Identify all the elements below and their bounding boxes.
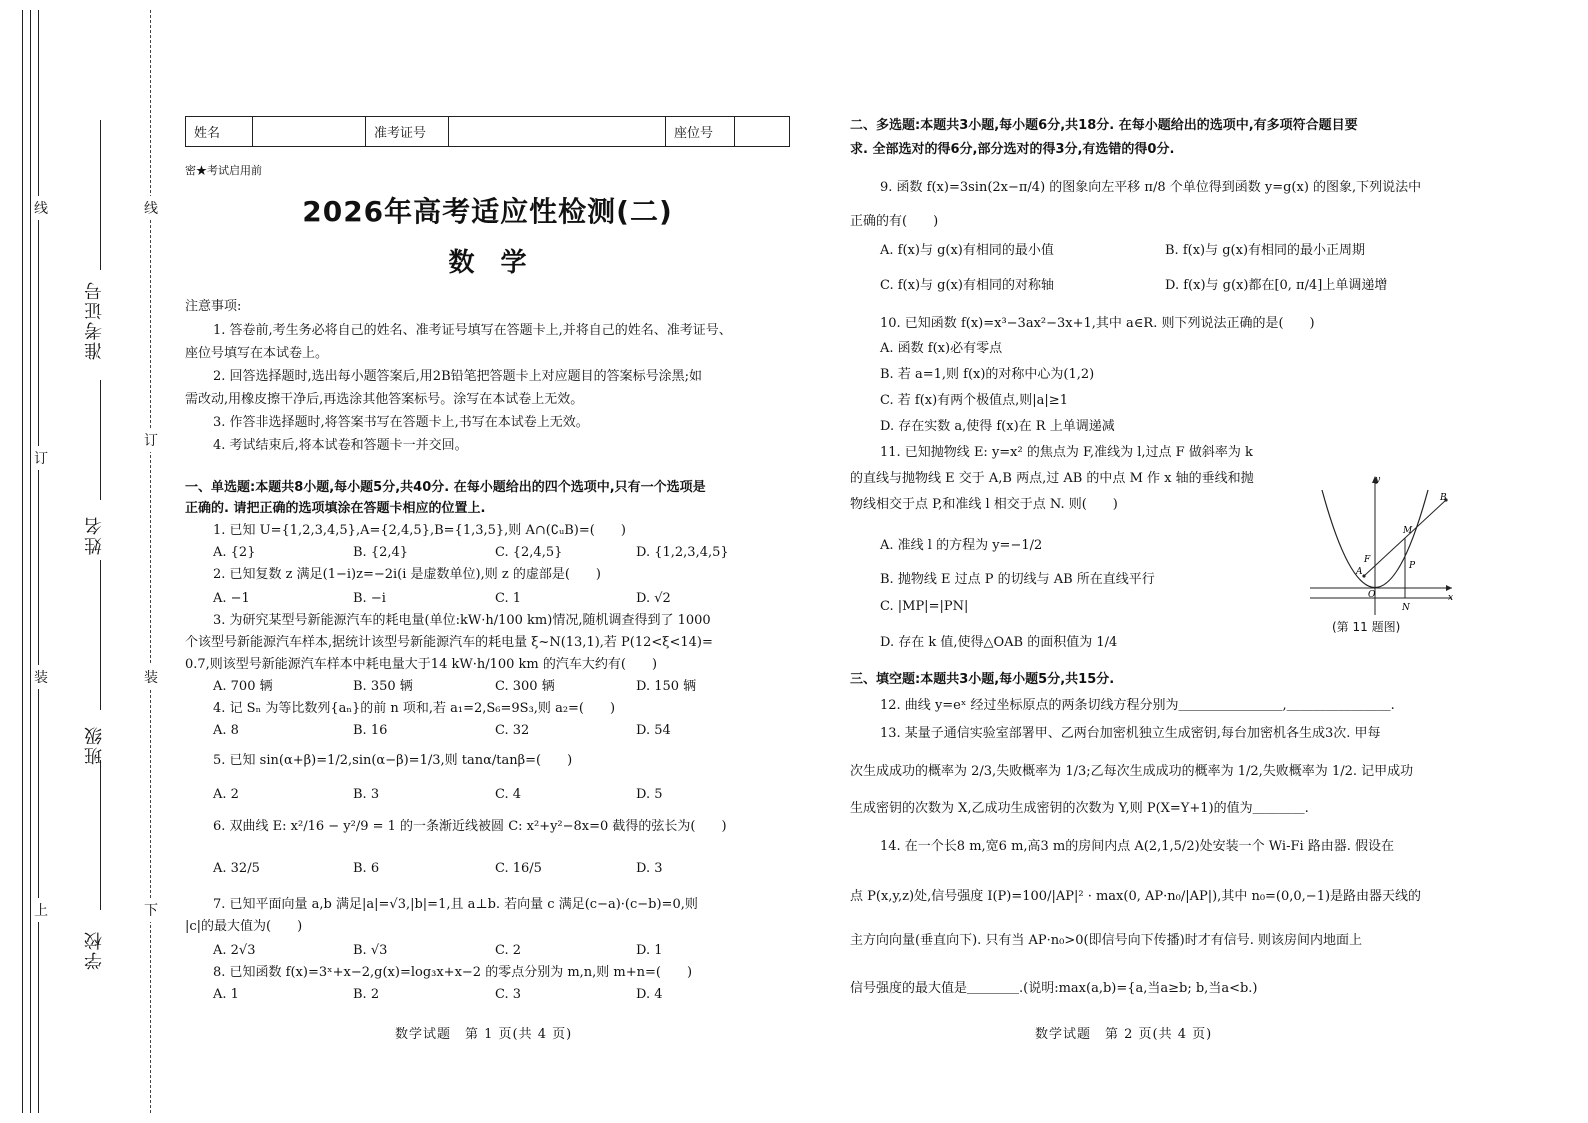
option: D. 150 辆 (636, 679, 697, 694)
option: C. f(x)与 g(x)有相同的对称轴 (880, 278, 1054, 293)
option: A. −1 (213, 591, 250, 606)
option: D. 54 (636, 723, 671, 738)
question-stem: 1. 已知 U={1,2,3,4,5},A={2,4,5},B={1,3,5},则 A∩(∁ᵤB)=( ) (213, 523, 626, 538)
binding-line (38, 10, 39, 1113)
option: C. 4 (495, 787, 522, 802)
option: A. 700 辆 (213, 679, 273, 694)
question-stem: 10. 已知函数 f(x)=x³−3ax²−3x+1,其中 a∈R. 则下列说法正确的是( ) (880, 316, 1315, 331)
note-line: 4. 考试结束后,将本试卷和答题卡一并交回。 (213, 438, 468, 453)
question-stem: 7. 已知平面向量 a,b 满足|a|=√3,|b|=1,且 a⊥b. 若向量 c 满足(c−a)·(c−b)=0,则 (213, 897, 698, 912)
label-n: N (1402, 603, 1410, 613)
label-f: F (1364, 555, 1371, 565)
binding-mark: 装 (144, 665, 158, 689)
fill-line (100, 380, 102, 500)
option: C. 16/5 (495, 861, 542, 876)
option: B. f(x)与 g(x)有相同的最小正周期 (1165, 243, 1366, 258)
seat-label: 座位号 (666, 117, 735, 147)
label-m: M (1403, 526, 1413, 536)
note-line: 座位号填写在本试卷上。 (185, 346, 329, 361)
option: B. 抛物线 E 过点 P 的切线与 AB 所在直线平行 (880, 572, 1155, 587)
option: B. 若 a=1,则 f(x)的对称中心为(1,2) (880, 367, 1095, 382)
question-stem: 4. 记 Sₙ 为等比数列{aₙ}的前 n 项和,若 a₁=2,S₆=9S₃,则 a₂=( ) (213, 701, 616, 716)
binding-mark: 上 (34, 898, 48, 922)
binding-mark: 装 (34, 665, 48, 689)
option: D. f(x)与 g(x)都在[0, π/4]上单调递增 (1165, 278, 1388, 293)
secret-label: 密★考试启用前 (185, 164, 262, 177)
fill-line (100, 120, 102, 270)
candidate-info-table (185, 116, 790, 147)
fill-line (100, 560, 102, 710)
option: C. 300 辆 (495, 679, 555, 694)
option: B. 350 辆 (353, 679, 413, 694)
option: C. 若 f(x)有两个极值点,则|a|≥1 (880, 393, 1068, 408)
option: D. {1,2,3,4,5} (636, 545, 729, 560)
name-label: 姓名 (186, 117, 253, 147)
question-stem: 3. 为研究某型号新能源汽车的耗电量(单位:kW·h/100 km)情况,随机调查得到了 1000 (213, 613, 711, 628)
binding-line (22, 10, 23, 1113)
note-line: 需改动,用橡皮擦干净后,再选涂其他答案标号。涂写在本试卷上无效。 (185, 392, 584, 407)
option: A. 准线 l 的方程为 y=−1/2 (880, 538, 1043, 553)
option: B. √3 (353, 943, 388, 958)
note-line: 1. 答卷前,考生务必将自己的姓名、准考证号填写在答题卡上,并将自己的姓名、准考证号、 (213, 323, 732, 338)
option: A. 32/5 (213, 861, 260, 876)
note-line: 3. 作答非选择题时,将答案书写在答题卡上,书写在本试卷上无效。 (213, 415, 589, 430)
option: D. √2 (636, 591, 671, 606)
ticket-label: 准考证号 (366, 117, 449, 147)
question-stem: 点 P(x,y,z)处,信号强度 I(P)=100/|AP|² · max(0, AP·n₀/|AP|),其中 n₀=(0,0,−1)是路由器天线的 (850, 889, 1422, 904)
exam-title: 2026年高考适应性检测(二) (302, 195, 673, 228)
figure-caption: (第 11 题图) (1332, 620, 1401, 634)
question-stem: 2. 已知复数 z 满足(1−i)z=−2i(i 是虚数单位),则 z 的虚部是( ) (213, 567, 602, 582)
field-class: 班级 (84, 725, 105, 765)
binding-mark: 线 (144, 196, 158, 220)
question-stem: 的直线与抛物线 E 交于 A,B 两点,过 AB 的中点 M 作 x 轴的垂线和抛 (850, 471, 1254, 486)
question-stem: 11. 已知抛物线 E: y=x² 的焦点为 F,准线为 l,过点 F 做斜率为 k (880, 445, 1253, 460)
question-stem: 5. 已知 sin(α+β)=1/2,sin(α−β)=1/3,则 tanα/tanβ=( ) (213, 753, 573, 768)
page-footer: 数学试题 第 1 页(共 4 页) (395, 1027, 573, 1042)
question-stem: 次生成成功的概率为 2/3,失败概率为 1/3;乙每次生成成功的概率为 1/2,失败概率为 1/2. 记甲成功 (850, 764, 1414, 779)
label-o: O (1368, 590, 1376, 600)
option: C. {2,4,5} (495, 545, 563, 560)
name-field[interactable] (253, 117, 366, 147)
label-x: x (1448, 593, 1454, 603)
fill-line (100, 760, 102, 910)
option: A. 2 (213, 787, 239, 802)
question-stem: 物线相交于点 P,和准线 l 相交于点 N. 则( ) (850, 497, 1118, 512)
option: B. 2 (353, 987, 380, 1002)
field-school: 学校 (84, 930, 105, 970)
option: D. 4 (636, 987, 663, 1002)
option: D. 3 (636, 861, 663, 876)
field-name: 姓名 (84, 515, 105, 555)
ticket-field[interactable] (449, 117, 666, 147)
option: C. |MP|=|PN| (880, 599, 969, 614)
question-stem: 8. 已知函数 f(x)=3ˣ+x−2,g(x)=log₃x+x−2 的零点分别为 m,n,则 m+n=( ) (213, 965, 693, 980)
option: A. 8 (213, 723, 239, 738)
option: D. 5 (636, 787, 663, 802)
label-b: B (1440, 493, 1447, 503)
label-y: y (1375, 475, 1381, 485)
binding-mark: 订 (144, 428, 158, 452)
option: C. 32 (495, 723, 530, 738)
subject-title: 数 学 (448, 248, 527, 278)
seat-field[interactable] (735, 117, 790, 147)
question-stem: 0.7,则该型号新能源汽车样本中耗电量大于14 kW·h/100 km 的汽车大约有( ) (185, 657, 658, 672)
option: C. 2 (495, 943, 522, 958)
question-stem: 正确的有( ) (850, 214, 939, 229)
binding-dash-line (150, 10, 151, 1113)
option: A. {2} (213, 545, 256, 560)
option: D. 存在实数 a,使得 f(x)在 R 上单调递减 (880, 419, 1115, 434)
option: D. 存在 k 值,使得△OAB 的面积值为 1/4 (880, 635, 1118, 650)
option: A. 1 (213, 987, 239, 1002)
option: A. 函数 f(x)必有零点 (880, 341, 1003, 356)
binding-mark: 下 (144, 898, 158, 922)
question-stem: 13. 某量子通信实验室部署甲、乙两台加密机独立生成密钥,每台加密机各生成3次. 甲每 (880, 726, 1381, 741)
section-heading: 一、单选题:本题共8小题,每小题5分,共40分. 在每小题给出的四个选项中,只有一个选项是 (185, 480, 706, 495)
option: B. 3 (353, 787, 380, 802)
option: B. 16 (353, 723, 388, 738)
question-stem: 9. 函数 f(x)=3sin(2x−π/4) 的图象向左平移 π/8 个单位得到函数 y=g(x) 的图象,下列说法中 (880, 180, 1422, 195)
question-stem: 14. 在一个长8 m,宽6 m,高3 m的房间内点 A(2,1,5/2)处安装一个 Wi-Fi 路由器. 假设在 (880, 839, 1395, 854)
option: B. {2,4} (353, 545, 409, 560)
question-stem: 主方向向量(垂直向下). 只有当 AP·n₀>0(即信号向下传播)时才有信号. 则该房间内地面上 (850, 933, 1362, 948)
question-stem: 信号强度的最大值是＿＿＿＿.(说明:max(a,b)={a,当a≥b; b,当a<b.) (850, 981, 1258, 996)
question-stem: 12. 曲线 y=eˣ 经过坐标原点的两条切线方程分别为＿＿＿＿＿＿＿＿,＿＿＿＿＿＿＿＿. (880, 698, 1395, 713)
question-stem: 个该型号新能源汽车样本,据统计该型号新能源汽车的耗电量 ξ~N(13,1),若 P(12<ξ<14)= (185, 635, 713, 650)
option: C. 1 (495, 591, 522, 606)
notes-title: 注意事项: (185, 299, 242, 314)
option: C. 3 (495, 987, 522, 1002)
binding-mark: 订 (34, 446, 48, 470)
parabola-figure (1300, 470, 1460, 620)
question-stem: |c|的最大值为( ) (185, 919, 303, 934)
question-stem: 6. 双曲线 E: x²/16 − y²/9 = 1 的一条渐近线被圆 C: x²+y²−8x=0 截得的弦长为( ) (213, 819, 727, 834)
option: D. 1 (636, 943, 663, 958)
label-a: A (1356, 567, 1363, 577)
label-p: P (1409, 561, 1416, 571)
section-heading: 正确的. 请把正确的选项填涂在答题卡相应的位置上. (185, 501, 486, 516)
option: B. −i (353, 591, 386, 606)
note-line: 2. 回答选择题时,选出每小题答案后,用2B铅笔把答题卡上对应题目的答案标号涂黑;如 (213, 369, 703, 384)
binding-line (30, 10, 31, 1113)
x-axis-arrow-icon (1446, 585, 1452, 591)
option: A. f(x)与 g(x)有相同的最小值 (880, 243, 1054, 258)
question-stem: 生成密钥的次数为 X,乙成功生成密钥的次数为 Y,则 P(X=Y+1)的值为＿＿＿＿. (850, 801, 1309, 816)
section-heading: 求. 全部选对的得6分,部分选对的得3分,有选错的得0分. (850, 142, 1175, 157)
section-heading: 三、填空题:本题共3小题,每小题5分,共15分. (850, 672, 1115, 687)
option: B. 6 (353, 861, 380, 876)
page-footer: 数学试题 第 2 页(共 4 页) (1035, 1027, 1213, 1042)
point-a (1362, 574, 1365, 577)
option: A. 2√3 (213, 943, 256, 958)
binding-mark: 线 (34, 196, 48, 220)
section-heading: 二、多选题:本题共3小题,每小题6分,共18分. 在每小题给出的选项中,有多项符合题目要 (850, 118, 1358, 133)
field-ticket: 准考证号 (84, 280, 105, 360)
